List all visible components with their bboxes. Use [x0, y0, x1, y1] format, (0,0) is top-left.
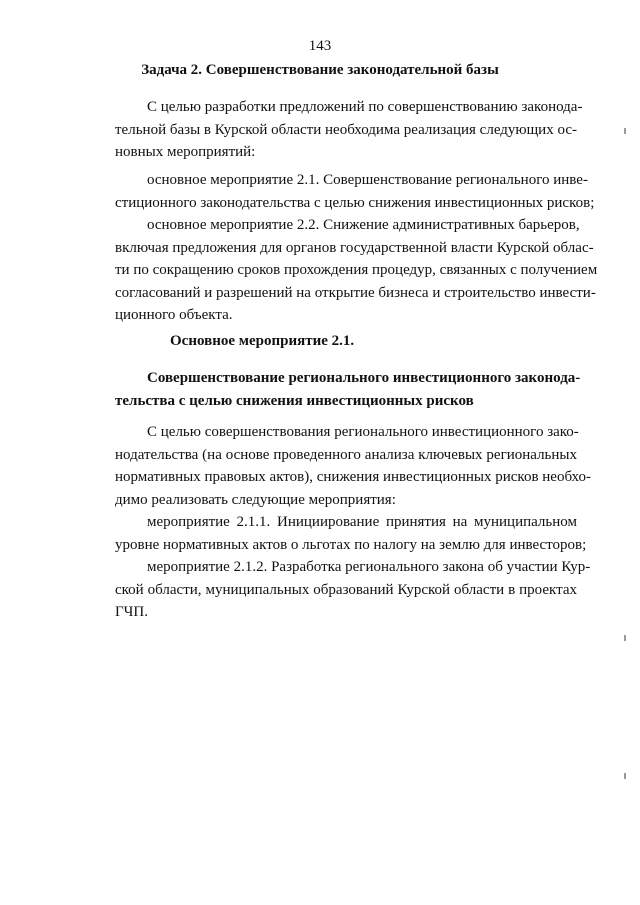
page-number: 143: [308, 38, 332, 54]
body-paragraph-3: [115, 556, 591, 624]
text-line: тельства с целью снижения инвестиционных рисков: [115, 392, 474, 409]
text-line: тельной базы в Курской области необходима реализация следующих ос-: [115, 121, 577, 138]
scan-mark: [624, 773, 626, 779]
text-line: ционного объекта.: [115, 307, 233, 323]
text-line: нормативных правовых актов), снижения инвестиционных рисков необхо-: [115, 469, 591, 485]
body-paragraph-1: [115, 421, 591, 511]
text-line: уровне нормативных актов о льготах по налогу на землю для инвесторов;: [115, 536, 587, 553]
text-line: нодательства (на основе проведенного анализа ключевых региональных: [115, 446, 577, 463]
text-line: ти по сокращению сроков прохождения процедур, связанных с получением: [115, 262, 598, 278]
measure-item-2-1: [115, 169, 595, 214]
text-line: согласований и разрешений на открытие бизнеса и строительство инвести-: [115, 284, 596, 301]
text-line: димо реализовать следующие мероприятия:: [115, 491, 396, 508]
text-line: мероприятие 2.1.1. Инициирование принятия на муниципальном: [147, 514, 577, 530]
text-line: включая предложения для органов государственной власти Курской облас-: [115, 239, 594, 256]
section-heading: Основное мероприятие 2.1.: [170, 333, 355, 349]
measure-item-2-2: [115, 214, 598, 327]
text-line: С целью совершенствования регионального инвестиционного зако-: [147, 424, 579, 440]
section-title: [115, 367, 581, 412]
task-title: Задача 2. Совершенствование законодательной базы: [141, 62, 499, 78]
text-line: С целью разработки предложений по совершенствованию законода-: [147, 99, 583, 115]
text-line: новных мероприятий:: [115, 144, 256, 160]
text-line: основное мероприятие 2.1. Совершенствование регионального инве-: [147, 172, 588, 188]
text-line: стиционного законодательства с целью снижения инвестиционных рисков;: [115, 194, 595, 211]
text-line: ГЧП.: [115, 604, 149, 620]
scan-mark: [624, 128, 626, 134]
text-line: мероприятие 2.1.2. Разработка регионального закона об участии Кур-: [147, 559, 591, 575]
scan-mark: [624, 635, 626, 641]
intro-paragraph: [115, 96, 583, 164]
text-line: ской области, муниципальных образований Курской области в проектах: [115, 581, 577, 598]
body-paragraph-2: [115, 511, 587, 556]
text-line: Совершенствование регионального инвестиционного законода-: [147, 370, 581, 386]
text-line: основное мероприятие 2.2. Снижение административных барьеров,: [147, 217, 580, 233]
